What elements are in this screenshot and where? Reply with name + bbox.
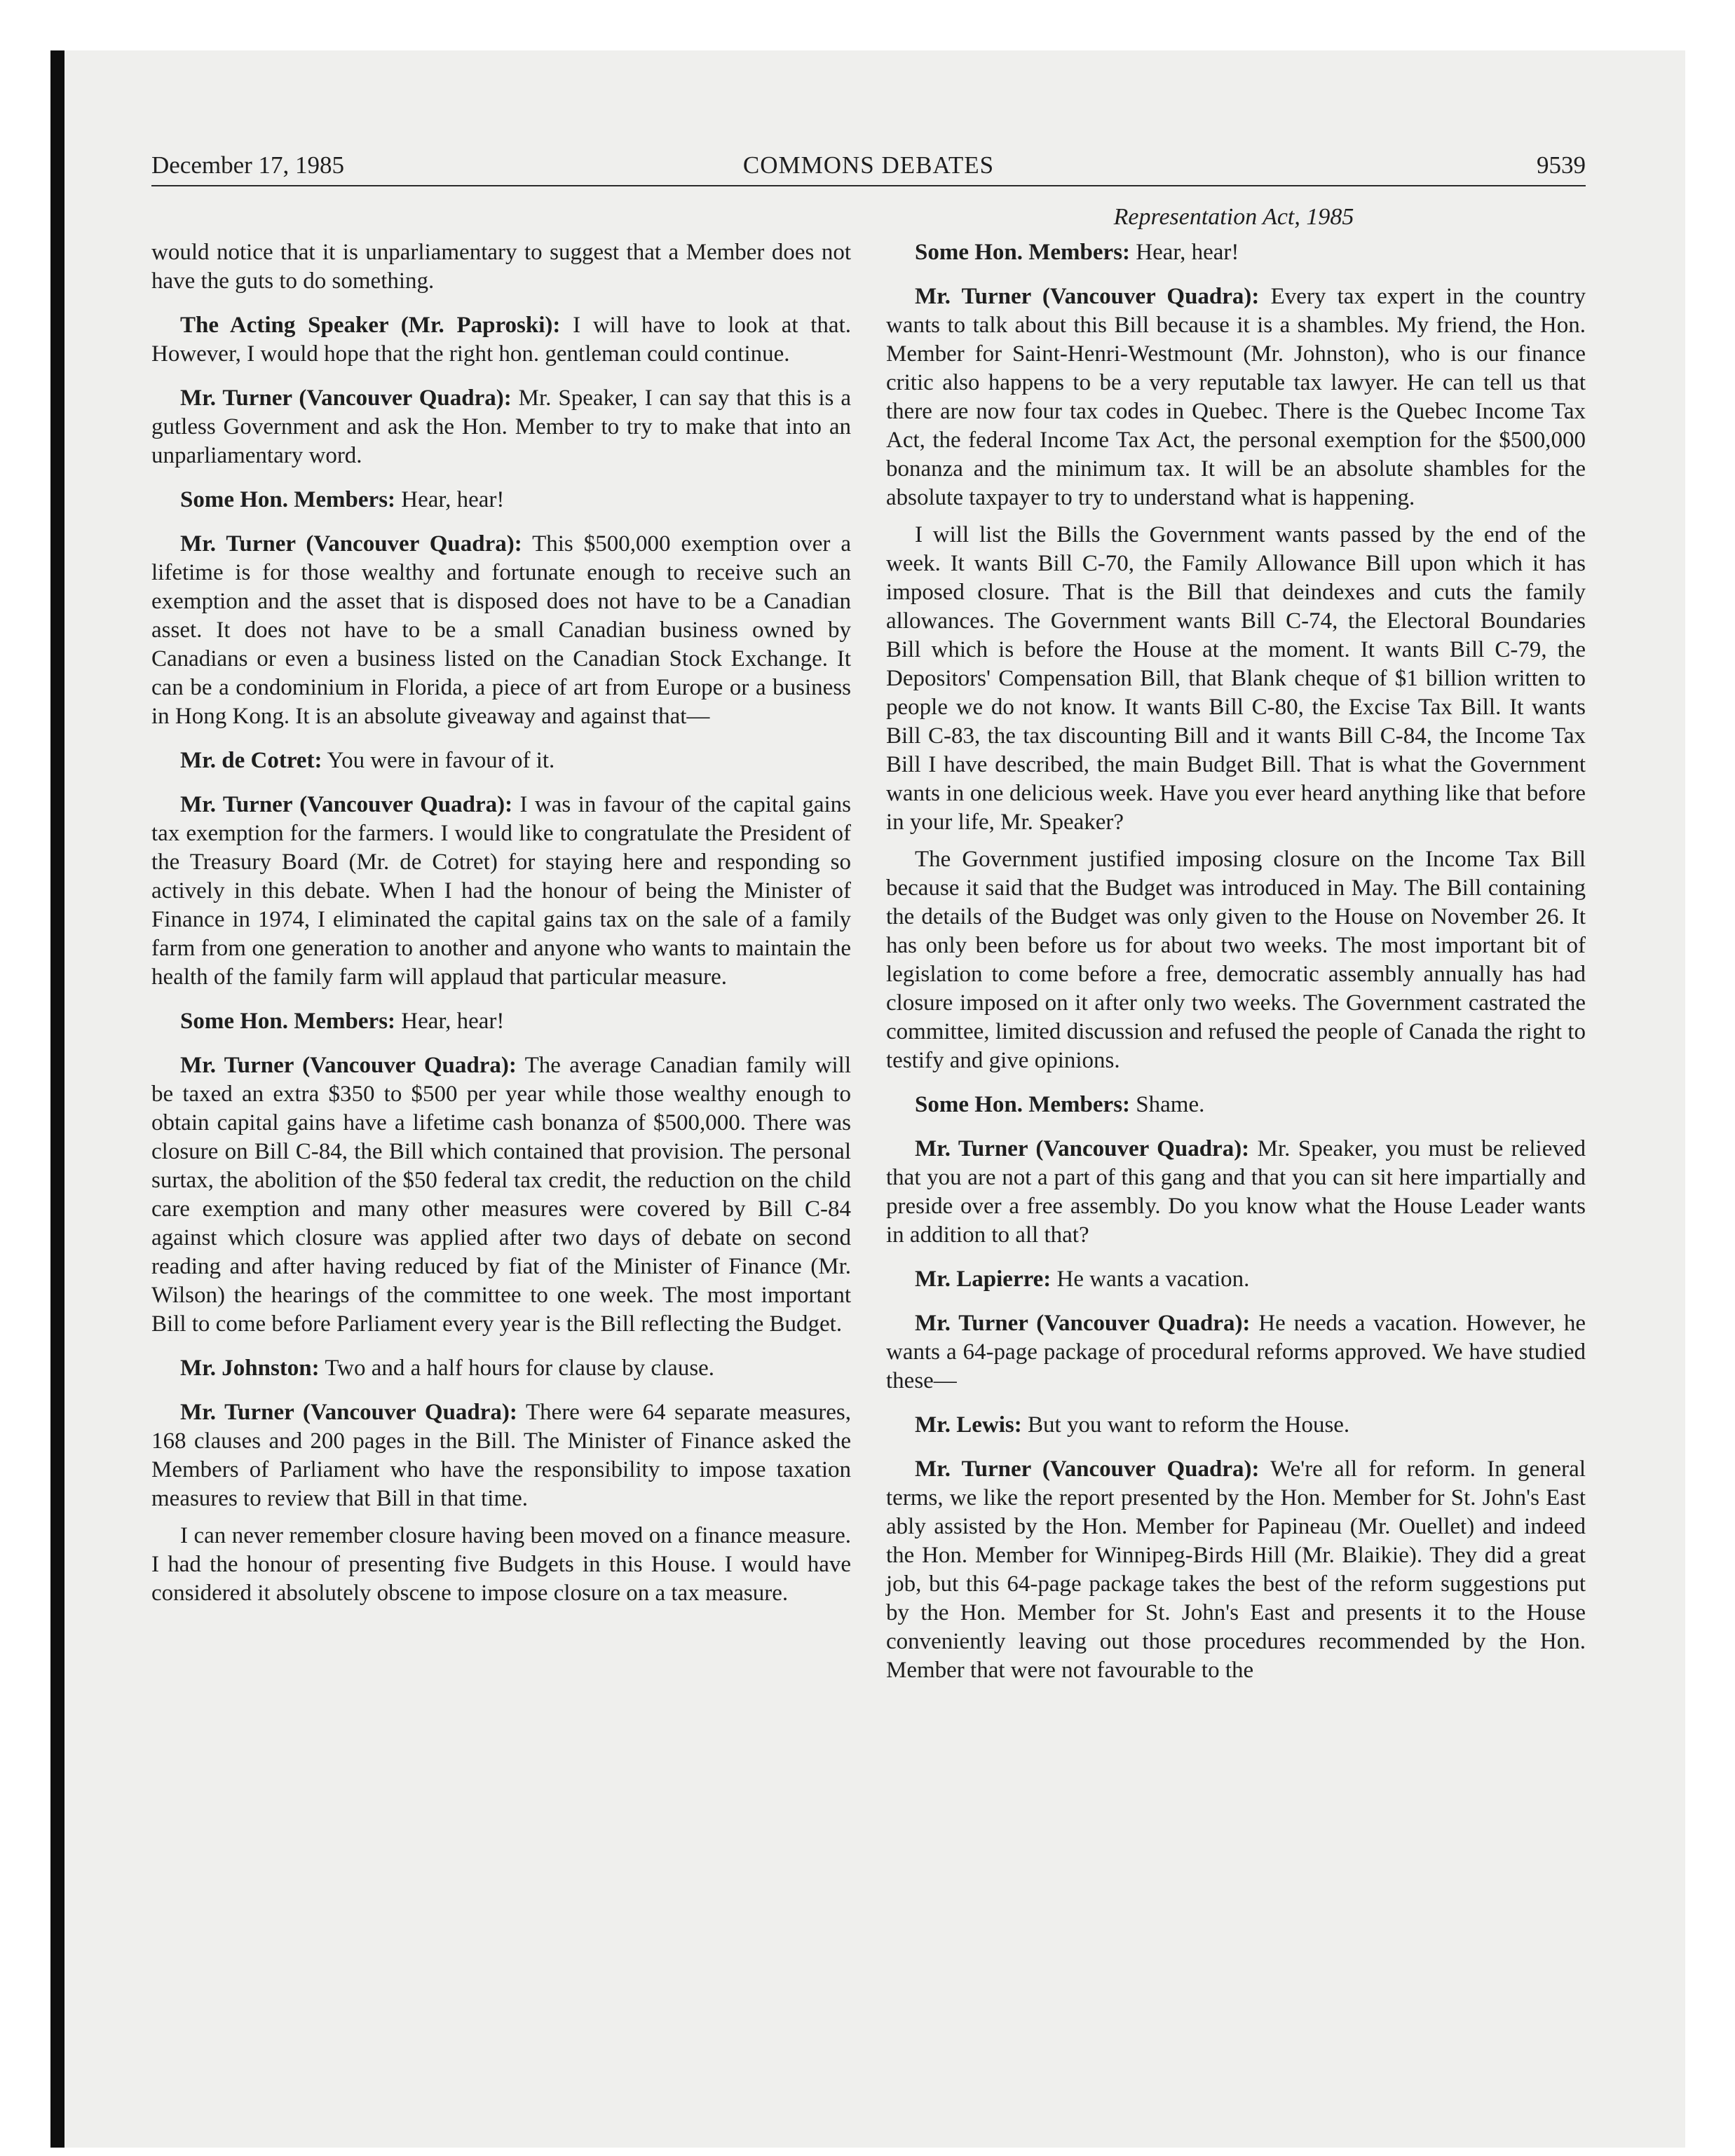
- speaker-name: Mr. de Cotret:: [180, 748, 322, 773]
- speech-text: Two and a half hours for clause by clause.: [325, 1356, 715, 1381]
- header-date: December 17, 1985: [151, 151, 345, 179]
- speaker-name: Mr. Turner (Vancouver Quadra):: [915, 1456, 1260, 1482]
- speech: [886, 238, 1586, 267]
- speech: [151, 311, 851, 369]
- speech-text: Mr. Speaker, you must be relieved that you are not a part of this gang and that you can sit here impartially and preside over a free assembly. Do you know what the House Leader wants in addition to all that?: [886, 1136, 1586, 1248]
- paragraph: [886, 521, 1586, 837]
- speaker-name: Mr. Turner (Vancouver Quadra):: [180, 1400, 517, 1425]
- speech: [151, 791, 851, 992]
- speech: [886, 282, 1586, 512]
- speech: [886, 1265, 1586, 1294]
- speech: [151, 1051, 851, 1339]
- speech: [886, 1455, 1586, 1685]
- paragraph: [886, 845, 1586, 1075]
- speaker-name: Mr. Turner (Vancouver Quadra):: [915, 1311, 1251, 1336]
- paragraph-text: I will list the Bills the Government wants passed by the end of the week. It wants Bill C-70, the Family Allowance Bill upon which it has imposed closure. That is the Bill that deindexes and cuts the family allowances. The Government wants Bill C-74, the Electoral Boundaries Bill which is before the House at the moment. It wants Bill C-79, the Depositors' Compensation Bill, that Blank cheque of $1 billion written to people we do not know. It wants Bill C-80, the Excise Tax Bill. It wants Bill C-83, the tax discounting Bill and it wants Bill C-84, the Income Tax Bill I have described, the main Budget Bill. That is what the Government wants in one delicious week. Have you ever heard anything like that before in your life, Mr. Speaker?: [886, 522, 1586, 835]
- speech-text: You were in favour of it.: [327, 748, 555, 773]
- speech: [151, 530, 851, 731]
- speaker-name: Mr. Turner (Vancouver Quadra):: [180, 386, 512, 411]
- speech: [886, 1309, 1586, 1396]
- speaker-name: Mr. Johnston:: [180, 1356, 320, 1381]
- running-title: Representation Act, 1985: [1113, 204, 1354, 230]
- speaker-name: The Acting Speaker (Mr. Paproski):: [180, 313, 561, 338]
- header-rule: [151, 185, 1586, 186]
- speech: [151, 486, 851, 514]
- speaker-name: Some Hon. Members:: [915, 1092, 1131, 1117]
- speech-text: But you want to reform the House.: [1028, 1412, 1350, 1438]
- page-header: [151, 147, 1586, 184]
- speech-text: There were 64 separate measures, 168 clauses and 200 pages in the Bill. The Minister of Finance asked the Members of Parliament who have the responsibility to impose taxation measures to review that Bill in that time.: [151, 1400, 851, 1511]
- speaker-name: Mr. Turner (Vancouver Quadra):: [915, 284, 1260, 309]
- speaker-name: Some Hon. Members:: [915, 240, 1131, 265]
- speech: [151, 1354, 851, 1383]
- speech-text: Hear, hear!: [401, 1009, 505, 1034]
- paragraph: [151, 1522, 851, 1608]
- speaker-name: Some Hon. Members:: [180, 487, 396, 512]
- speech-text: We're all for reform. In general terms, we like the report presented by the Hon. Member for St. John's East ably assisted by the Hon. Member for Papineau (Mr. Ouellet) and indeed the Hon. Member for Winnipeg-Birds Hill (Mr. Blaikie). They did a great job, but this 64-page package takes the best of the reform suggestions put by the Hon. Member for St. John's East and presents it to the House conveniently leaving out those procedures recommended by the Hon. Member that were not favourable to the: [886, 1456, 1586, 1683]
- speaker-name: Some Hon. Members:: [180, 1009, 396, 1034]
- speaker-name: Mr. Turner (Vancouver Quadra):: [180, 531, 522, 557]
- speech: [151, 1007, 851, 1036]
- speech-text: Shame.: [1136, 1092, 1205, 1117]
- speaker-name: Mr. Turner (Vancouver Quadra):: [180, 792, 513, 817]
- speech-text: The average Canadian family will be taxed an extra $350 to $500 per year while those wealthy enough to obtain capital gains have a lifetime cash bonanza of $500,000. There was closure on Bill C-84, the Bill which contained that provision. The personal surtax, the abolition of the $50 federal tax credit, the reduction on the child care exemption and many other measures were covered by Bill C-84 against which closure was applied after two days of debate on second reading and after having reduced by fiat of the Minister of Finance (Mr. Wilson) the hearings of the committee to one week. The most important Bill to come before Parliament every year is the Bill reflecting the Budget.: [151, 1053, 852, 1337]
- speech: [886, 1091, 1586, 1119]
- speech-text: This $500,000 exemption over a lifetime is for those wealthy and fortunate enough to receive such an exemption and the asset that is disposed does not have to be a Canadian asset. It does not have to be a small Canadian business owned by Canadians or even a business listed on the Canadian Stock Exchange. It can be a condominium in Florida, a piece of art from Europe or a business in Hong Kong. It is an absolute giveaway and against that—: [151, 531, 852, 729]
- speaker-name: Mr. Lapierre:: [915, 1267, 1052, 1292]
- speaker-name: Mr. Turner (Vancouver Quadra):: [915, 1136, 1250, 1161]
- speech: [886, 1135, 1586, 1250]
- header-title: COMMONS DEBATES: [742, 151, 995, 179]
- speech-text: Hear, hear!: [1136, 240, 1239, 265]
- speech-text: Mr. Speaker, I can say that this is a gutless Government and ask the Hon. Member to try to make that into an unparliamentary word.: [151, 386, 851, 468]
- speech: [151, 1398, 851, 1513]
- paragraph-text: I can never remember closure having been moved on a finance measure. I had the honour of presenting five Budgets in this House. I would have considered it absolutely obscene to impose closure on a tax measure.: [151, 1523, 851, 1606]
- speaker-name: Mr. Lewis:: [915, 1412, 1022, 1438]
- paragraph-text: The Government justified imposing closure on the Income Tax Bill because it said that the Budget was introduced in May. The Bill containing the details of the Budget was only given to the House on November 26. It has only been before us for about two weeks. The most important bit of legislation to come before a free, democratic assembly annually has had closure imposed on it after only two weeks. The Government castrated the committee, limited discussion and refused the people of Canada the right to testify and give opinions.: [886, 847, 1586, 1073]
- speech-text: He wants a vacation.: [1056, 1267, 1250, 1292]
- speech-text: Hear, hear!: [401, 487, 505, 512]
- right-column: [886, 238, 1586, 1685]
- speech-text: I was in favour of the capital gains tax exemption for the farmers. I would like to congratulate the President of the Treasury Board (Mr. de Cotret) for staying here and responding so actively in this debate. When I had the honour of being the Minister of Finance in 1974, I eliminated the capital gains tax on the sale of a family farm from one generation to another and anyone who wants to maintain the health of the family farm will applaud that particular measure.: [151, 792, 852, 990]
- speaker-name: Mr. Turner (Vancouver Quadra):: [180, 1053, 517, 1078]
- speech: [886, 1411, 1586, 1440]
- speech-text: Every tax expert in the country wants to talk about this Bill because it is a shambles. My friend, the Hon. Member for Saint-Henri-Westmount (Mr. Johnston), who is our finance critic also happens to be a very reputable tax lawyer. He can tell us that there are now four tax codes in Quebec. There is the Quebec Income Tax Act, the federal Income Tax Act, the personal exemption for the $500,000 bonanza and the minimum tax. It will be an absolute shambles for the absolute taxpayer to try to understand what is happening.: [886, 284, 1586, 510]
- speech: [151, 746, 851, 775]
- paragraph-text: would notice that it is unparliamentary to suggest that a Member does not have the guts to do something.: [151, 240, 851, 294]
- speech-text: I will have to look at that. However, I would hope that the right hon. gentleman could continue.: [151, 313, 852, 367]
- speech: [151, 384, 851, 470]
- paragraph: [151, 238, 851, 296]
- left-column: [151, 238, 851, 1608]
- page-number: 9539: [1537, 151, 1586, 179]
- speech-text: He needs a vacation. However, he wants a 64-page package of procedural reforms approved. We have studied these—: [886, 1311, 1586, 1393]
- binding-edge: [50, 50, 64, 2148]
